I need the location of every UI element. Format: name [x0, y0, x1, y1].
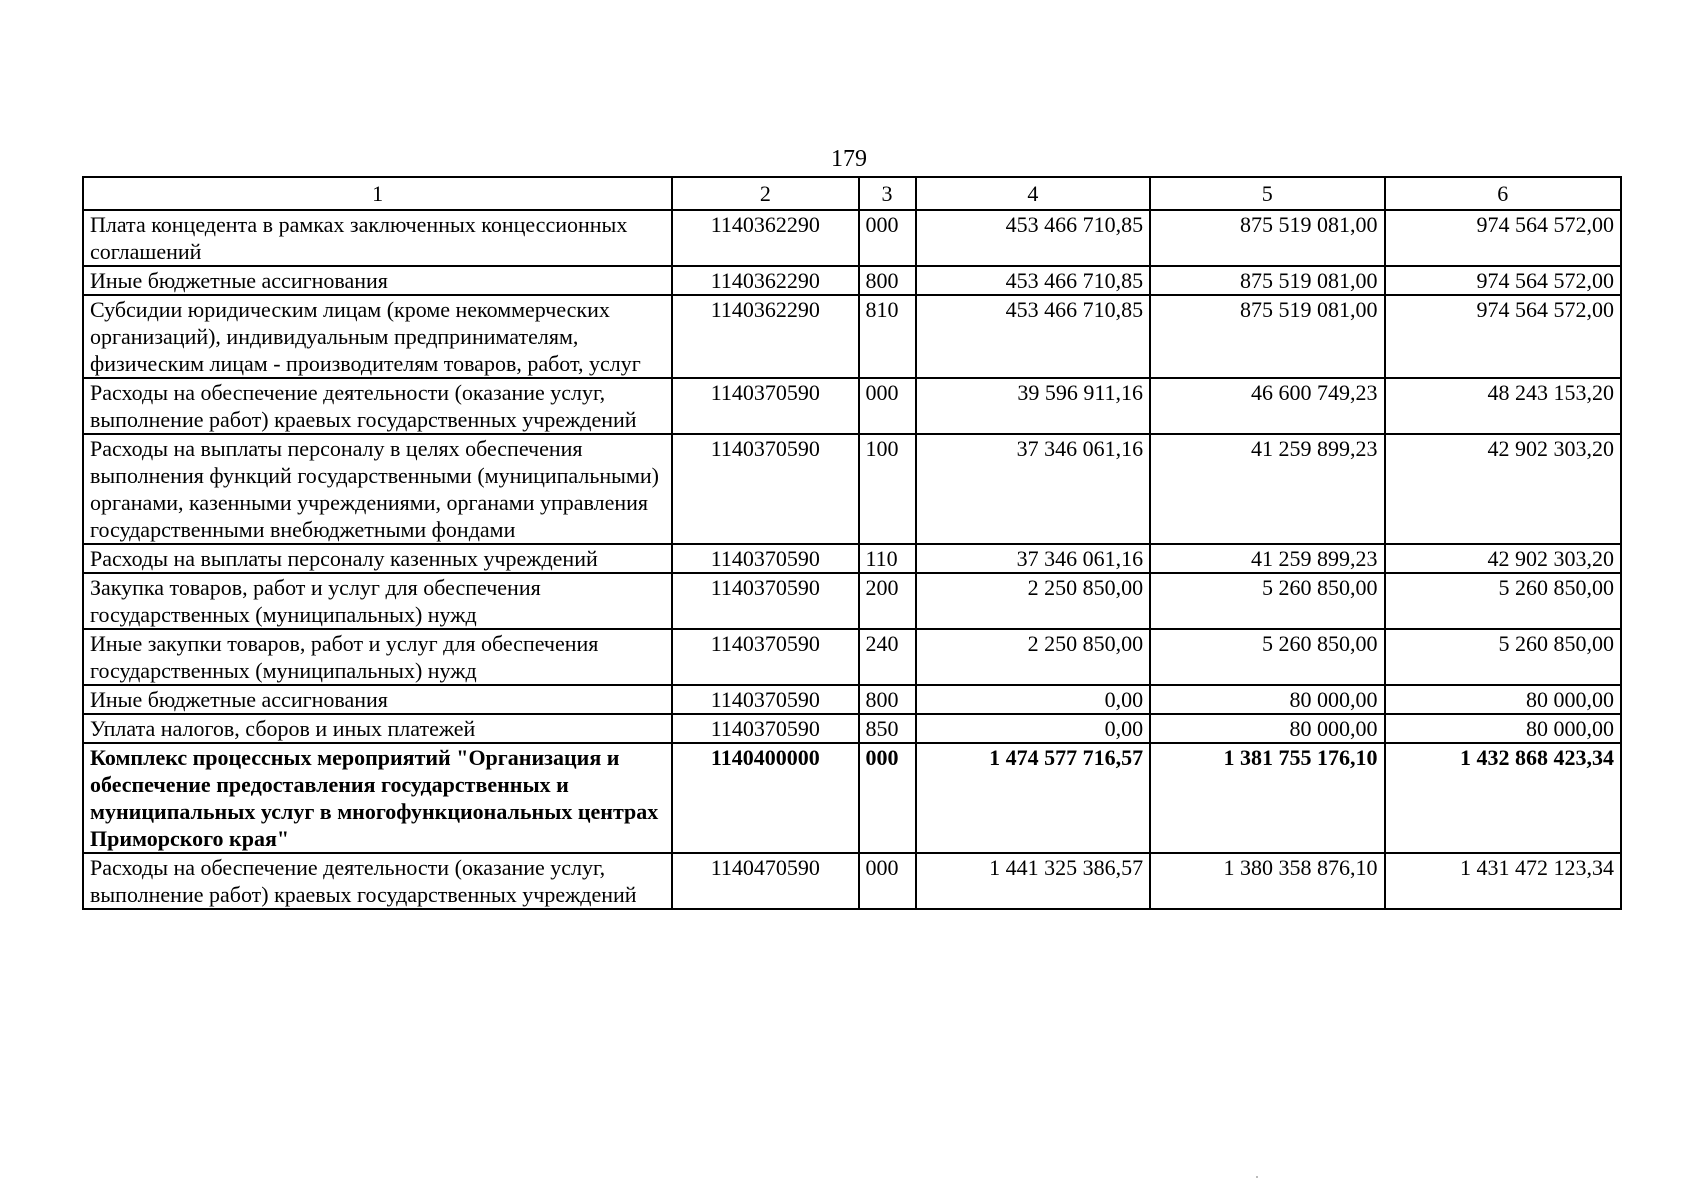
row-amount-col4: 0,00 — [916, 685, 1150, 714]
column-header-1: 1 — [83, 177, 672, 210]
row-amount-col5: 1 381 755 176,10 — [1150, 743, 1384, 853]
row-name-cell: Иные бюджетные ассигнования — [83, 266, 672, 295]
row-amount-col6: 80 000,00 — [1385, 685, 1621, 714]
row-code-cell: 1140370590 — [672, 378, 858, 434]
row-name-cell: Расходы на выплаты персоналу в целях обеспечения выполнения функций государственными (муниципальными) органами, казенными учреждениями, органами управления государственными внебюджетными фондами — [83, 434, 672, 544]
row-amount-col6: 80 000,00 — [1385, 714, 1621, 743]
row-amount-col5: 875 519 081,00 — [1150, 210, 1384, 266]
row-amount-col4: 0,00 — [916, 714, 1150, 743]
row-type-cell: 110 — [859, 544, 916, 573]
row-code-cell: 1140370590 — [672, 714, 858, 743]
table-row — [83, 210, 1621, 266]
row-name-cell: Расходы на обеспечение деятельности (оказание услуг, выполнение работ) краевых государственных учреждений — [83, 378, 672, 434]
row-code-cell: 1140370590 — [672, 629, 858, 685]
row-amount-col4: 453 466 710,85 — [916, 266, 1150, 295]
row-name-cell: Закупка товаров, работ и услуг для обеспечения государственных (муниципальных) нужд — [83, 573, 672, 629]
row-amount-col5: 5 260 850,00 — [1150, 629, 1384, 685]
row-amount-col6: 974 564 572,00 — [1385, 295, 1621, 378]
row-amount-col6: 974 564 572,00 — [1385, 266, 1621, 295]
row-amount-col6: 5 260 850,00 — [1385, 573, 1621, 629]
row-name-cell: Расходы на обеспечение деятельности (оказание услуг, выполнение работ) краевых государственных учреждений — [83, 853, 672, 909]
row-code-cell: 1140400000 — [672, 743, 858, 853]
row-code-cell: 1140362290 — [672, 295, 858, 378]
table-row — [83, 266, 1621, 295]
row-amount-col6: 1 431 472 123,34 — [1385, 853, 1621, 909]
row-code-cell: 1140370590 — [672, 434, 858, 544]
row-amount-col6: 974 564 572,00 — [1385, 210, 1621, 266]
row-amount-col5: 41 259 899,23 — [1150, 544, 1384, 573]
row-type-cell: 240 — [859, 629, 916, 685]
row-amount-col4: 2 250 850,00 — [916, 573, 1150, 629]
table-row — [83, 544, 1621, 573]
row-name-cell: Плата концедента в рамках заключенных концессионных соглашений — [83, 210, 672, 266]
scan-speck — [1256, 1176, 1258, 1178]
row-type-cell: 800 — [859, 266, 916, 295]
table-row — [83, 573, 1621, 629]
row-type-cell: 100 — [859, 434, 916, 544]
row-amount-col6: 42 902 303,20 — [1385, 434, 1621, 544]
table-row — [83, 743, 1621, 853]
row-amount-col5: 875 519 081,00 — [1150, 266, 1384, 295]
table-body — [83, 210, 1621, 909]
row-type-cell: 850 — [859, 714, 916, 743]
row-name-cell: Субсидии юридическим лицам (кроме некоммерческих организаций), индивидуальным предпринимателям, физическим лицам - производителям товаров, работ, услуг — [83, 295, 672, 378]
column-header-3: 3 — [859, 177, 916, 210]
row-code-cell: 1140370590 — [672, 685, 858, 714]
row-amount-col5: 80 000,00 — [1150, 685, 1384, 714]
row-type-cell: 000 — [859, 743, 916, 853]
row-amount-col6: 1 432 868 423,34 — [1385, 743, 1621, 853]
row-type-cell: 810 — [859, 295, 916, 378]
row-code-cell: 1140470590 — [672, 853, 858, 909]
table-row — [83, 629, 1621, 685]
row-code-cell: 1140370590 — [672, 573, 858, 629]
row-amount-col4: 1 441 325 386,57 — [916, 853, 1150, 909]
budget-table — [82, 176, 1622, 910]
row-amount-col5: 41 259 899,23 — [1150, 434, 1384, 544]
row-name-cell: Иные закупки товаров, работ и услуг для обеспечения государственных (муниципальных) нужд — [83, 629, 672, 685]
row-amount-col4: 2 250 850,00 — [916, 629, 1150, 685]
table-row — [83, 434, 1621, 544]
row-type-cell: 200 — [859, 573, 916, 629]
page-number: 179 — [831, 146, 867, 172]
row-amount-col5: 1 380 358 876,10 — [1150, 853, 1384, 909]
row-amount-col4: 1 474 577 716,57 — [916, 743, 1150, 853]
header-row — [83, 177, 1621, 210]
table-row — [83, 714, 1621, 743]
row-amount-col4: 39 596 911,16 — [916, 378, 1150, 434]
column-header-5: 5 — [1150, 177, 1384, 210]
row-code-cell: 1140362290 — [672, 210, 858, 266]
row-amount-col4: 37 346 061,16 — [916, 434, 1150, 544]
row-code-cell: 1140362290 — [672, 266, 858, 295]
row-name-cell: Иные бюджетные ассигнования — [83, 685, 672, 714]
row-type-cell: 000 — [859, 853, 916, 909]
row-amount-col6: 48 243 153,20 — [1385, 378, 1621, 434]
row-name-cell: Комплекс процессных мероприятий "Организация и обеспечение предоставления государственных и муниципальных услуг в многофункциональных центрах Приморского края" — [83, 743, 672, 853]
column-header-6: 6 — [1385, 177, 1621, 210]
row-name-cell: Расходы на выплаты персоналу казенных учреждений — [83, 544, 672, 573]
row-amount-col4: 453 466 710,85 — [916, 295, 1150, 378]
row-type-cell: 000 — [859, 378, 916, 434]
row-type-cell: 000 — [859, 210, 916, 266]
row-name-cell: Уплата налогов, сборов и иных платежей — [83, 714, 672, 743]
table-row — [83, 295, 1621, 378]
row-amount-col5: 5 260 850,00 — [1150, 573, 1384, 629]
row-amount-col5: 80 000,00 — [1150, 714, 1384, 743]
row-amount-col4: 37 346 061,16 — [916, 544, 1150, 573]
row-amount-col4: 453 466 710,85 — [916, 210, 1150, 266]
row-code-cell: 1140370590 — [672, 544, 858, 573]
row-amount-col5: 46 600 749,23 — [1150, 378, 1384, 434]
row-amount-col5: 875 519 081,00 — [1150, 295, 1384, 378]
table-row — [83, 685, 1621, 714]
row-type-cell: 800 — [859, 685, 916, 714]
table-row — [83, 853, 1621, 909]
table-row — [83, 378, 1621, 434]
column-header-4: 4 — [916, 177, 1150, 210]
row-amount-col6: 5 260 850,00 — [1385, 629, 1621, 685]
row-amount-col6: 42 902 303,20 — [1385, 544, 1621, 573]
column-header-2: 2 — [672, 177, 858, 210]
